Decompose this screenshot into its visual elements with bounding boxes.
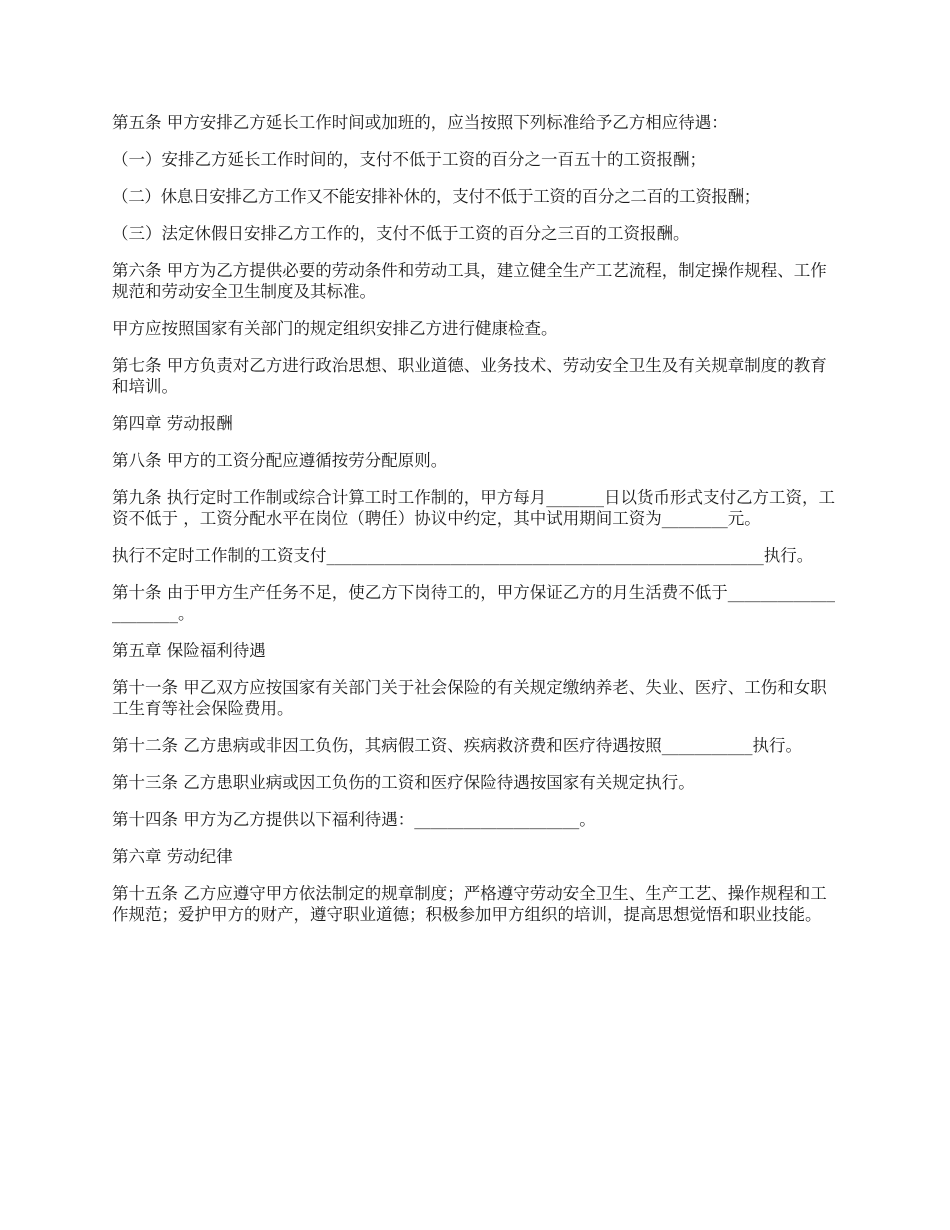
article-5-item-2: （二）休息日安排乙方工作又不能安排补休的，支付不低于工资的百分之二百的工资报酬；: [112, 187, 761, 206]
document-body: [112, 112, 842, 941]
chapter-5-heading: 第五章 保险福利待遇: [112, 641, 266, 660]
article-7: 第七条 甲方负责对乙方进行政治思想、职业道德、业务技术、劳动安全卫生及有关规章制度的教育和培训。: [112, 356, 827, 396]
article-6: 第六条 甲方为乙方提供必要的劳动条件和劳动工具，建立健全生产工艺流程，制定操作规程、工作规范和劳动安全卫生制度及其标准。: [112, 261, 827, 301]
article-5-item-1: （一）安排乙方延长工作时间的，支付不低于工资的百分之一百五十的工资报酬；: [112, 150, 706, 169]
article-12: 第十二条 乙方患病或非因工负伤，其病假工资、疾病救济费和医疗待遇按照___________执行。: [112, 736, 802, 755]
article-5: 第五条 甲方安排乙方延长工作时间或加班的，应当按照下列标准给予乙方相应待遇：: [112, 113, 728, 132]
article-11: 第十一条 甲乙双方应按国家有关部门关于社会保险的有关规定缴纳养老、失业、医疗、工伤和女职工生育等社会保险费用。: [112, 678, 827, 718]
article-8: 第八条 甲方的工资分配应遵循按劳分配原则。: [112, 451, 448, 470]
article-14: 第十四条 甲方为乙方提供以下福利待遇：____________________。: [112, 810, 596, 829]
article-15: 第十五条 乙方应遵守甲方依法制定的规章制度；严格遵守劳动安全卫生、生产工艺、操作规程和工作规范；爱护甲方的财产，遵守职业道德；积极参加甲方组织的培训，提高思想觉悟和职业技能。: [112, 884, 827, 924]
article-9-irregular-hours: 执行不定时工作制的工资支付_____________________________________________________执行。: [112, 546, 814, 565]
article-13: 第十三条 乙方患职业病或因工负伤的工资和医疗保险待遇按国家有关规定执行。: [112, 773, 695, 792]
article-9: 第九条 执行定时工作制或综合计算工时工作制的，甲方每月_______日以货币形式支付乙方工资，工资不低于 ，工资分配水平在岗位（聘任）协议中约定，其中试用期间工资为________元。: [112, 488, 835, 528]
article-6-health-check: 甲方应按照国家有关部门的规定组织安排乙方进行健康检查。: [112, 319, 558, 338]
article-10: 第十条 由于甲方生产任务不足，使乙方下岗待工的，甲方保证乙方的月生活费不低于_____________________。: [112, 583, 835, 623]
article-5-item-3: （三）法定休假日安排乙方工作的，支付不低于工资的百分之三百的工资报酬。: [112, 224, 690, 243]
chapter-6-heading: 第六章 劳动纪律: [112, 847, 233, 866]
chapter-4-heading: 第四章 劳动报酬: [112, 414, 233, 433]
